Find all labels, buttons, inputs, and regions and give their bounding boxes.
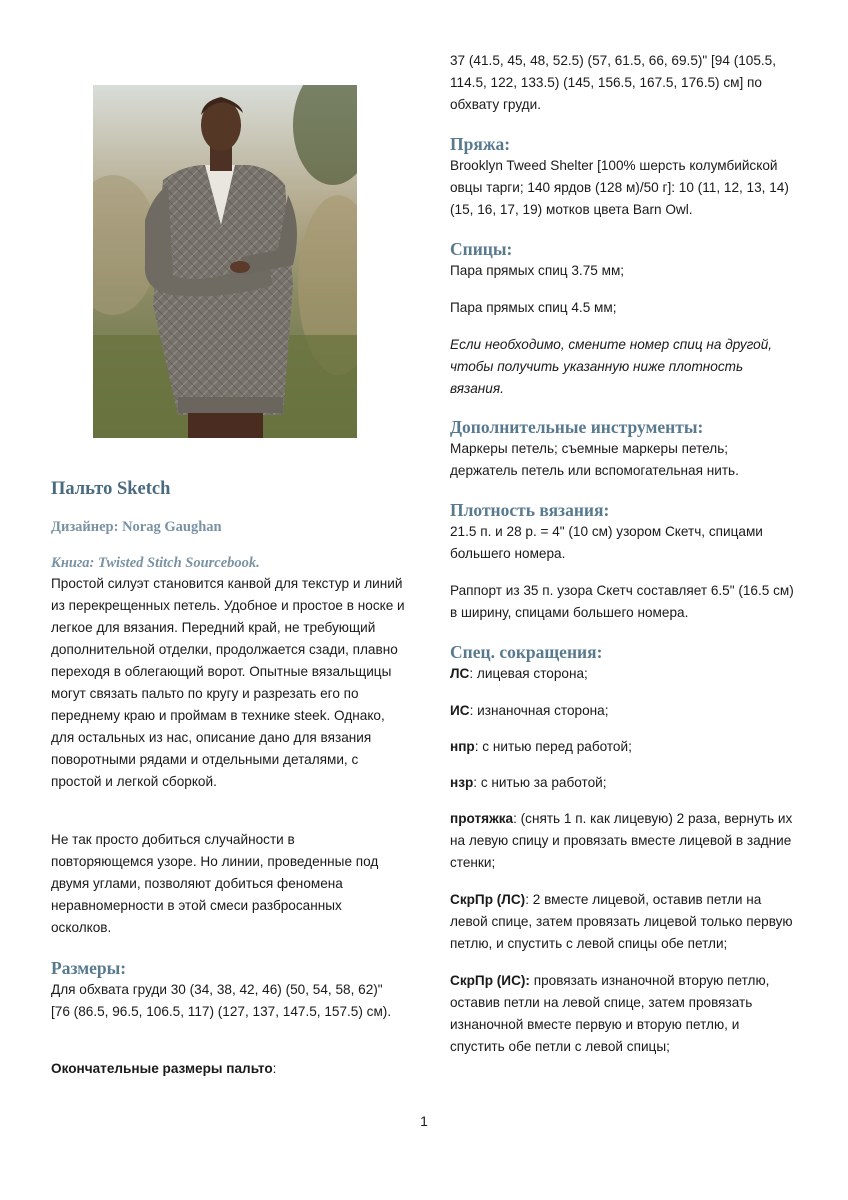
description-paragraph-2: Не так просто добиться случайности в повторяющемся узоре. Но линии, проведенные под двумя углами, позволяют добиться феномена неравномерности в этой смеси разбросанных осколков.: [51, 832, 379, 935]
abbreviation-item: [450, 772, 810, 794]
final-sizes-label: [51, 1058, 411, 1080]
tools-heading: Дополнительные инструменты:: [450, 417, 704, 437]
abbreviation-term: нзр: [450, 775, 474, 790]
sizes-heading: Размеры:: [51, 958, 127, 978]
cardigan-photo: [93, 85, 357, 438]
final-sizes-text: 37 (41.5, 45, 48, 52.5) (57, 61.5, 66, 69.5)" [94 (105.5, 114.5, 122, 133.5) (145, 156.5, 167.5, 176.5) см] по обхвату груди.: [450, 53, 777, 112]
abbreviation-item: [450, 700, 810, 722]
page-number: 1: [420, 1113, 428, 1129]
abbreviation-definition: : с нитью перед работой;: [474, 739, 632, 754]
abbreviation-term: СкрПр (ЛС): [450, 892, 526, 907]
final-sizes-label-bold: Окончательные размеры пальто: [51, 1061, 273, 1076]
abbreviation-item: [450, 970, 795, 1058]
needles-note: Если необходимо, смените номер спиц на другой, чтобы получить указанную ниже плотность вязания.: [450, 337, 773, 396]
abbreviation-term: СкрПр (ИС):: [450, 973, 530, 988]
abbreviation-item: [450, 663, 810, 685]
abbreviation-definition: : 2 вместе лицевой, оставив петли на левой спице, затем провязать лицевой только первую петлю, и спустить с левой спицы обе петли;: [450, 892, 793, 951]
needles-heading: Спицы:: [450, 239, 513, 259]
abbreviation-definition: : (снять 1 п. как лицевую) 2 раза, вернуть их на левую спицу и провязать вместе лицевой в задние стенки;: [450, 811, 793, 870]
pattern-title: Пальто Sketch: [51, 479, 171, 499]
abbreviations-heading: Спец. сокращения:: [450, 642, 603, 662]
abbreviation-term: нпр: [450, 739, 475, 754]
abbreviation-term: протяжка: [450, 811, 514, 826]
abbreviation-item: [450, 889, 800, 955]
abbreviation-definition: : с нитью за работой;: [473, 775, 607, 790]
gauge-heading: Плотность вязания:: [450, 500, 610, 520]
needles-item-1: Пара прямых спиц 3.75 мм;: [450, 263, 625, 278]
yarn-heading: Пряжа:: [450, 134, 511, 154]
abbreviation-definition: : лицевая сторона;: [469, 666, 588, 681]
gauge-text-1: 21.5 п. и 28 р. = 4" (10 см) узором Скетч, спицами большего номера.: [450, 524, 763, 561]
sizes-text: Для обхвата груди 30 (34, 38, 42, 46) (50, 54, 58, 62)" [76 (86.5, 96.5, 106.5, 117) (127, 137, 147.5, 157.5) см).: [51, 982, 392, 1019]
abbreviation-definition: провязать изнаночной вторую петлю, оставив петли на левой спице, затем провязать изнаночной вместе первую и вторую петлю, и спустить обе петли с левой спицы;: [450, 973, 770, 1054]
yarn-text: Brooklyn Tweed Shelter [100% шерсть колумбийской овцы тарги; 140 ярдов (128 м)/50 г]: 10 (11, 12, 13, 14) (15, 16, 17, 19) мотков цвета Barn Owl.: [450, 158, 789, 217]
abbreviation-term: ИС: [450, 703, 470, 718]
abbreviation-item: [450, 736, 810, 758]
final-sizes-colon: :: [272, 1061, 277, 1076]
designer-line: Дизайнер: Norag Gaughan: [51, 519, 222, 535]
tools-text: Маркеры петель; съемные маркеры петель; держатель петель или вспомогательная нить.: [450, 441, 739, 478]
abbreviation-definition: : изнаночная сторона;: [469, 703, 609, 718]
abbreviation-item: [450, 808, 795, 874]
needles-item-2: Пара прямых спиц 4.5 мм;: [450, 300, 617, 315]
abbreviation-term: ЛС: [450, 666, 470, 681]
gauge-text-2: Раппорт из 35 п. узора Скетч составляет 6.5" (16.5 см) в ширину, спицами большего номера.: [450, 583, 794, 620]
description-paragraph-1: Простой силуэт становится канвой для текстур и линий из перекрещенных петель. Удобное и простое в носке и легкое для вязания. Передний край, не требующий дополнительной отделки, продолжается сзади, плавно переходя в облегающий ворот. Опытные вязальщицы могут связать пальто по кругу и разрезать его по переднему краю и проймам в технике steek. Однако, для остальных из нас, описание дано для вязания поворотными рядами и отдельными деталями, с простой и легкой сборкой.: [51, 576, 405, 789]
cardigan-photo-illustration: [93, 85, 357, 438]
book-line: Книга: Twisted Stitch Sourcebook.: [51, 555, 260, 571]
